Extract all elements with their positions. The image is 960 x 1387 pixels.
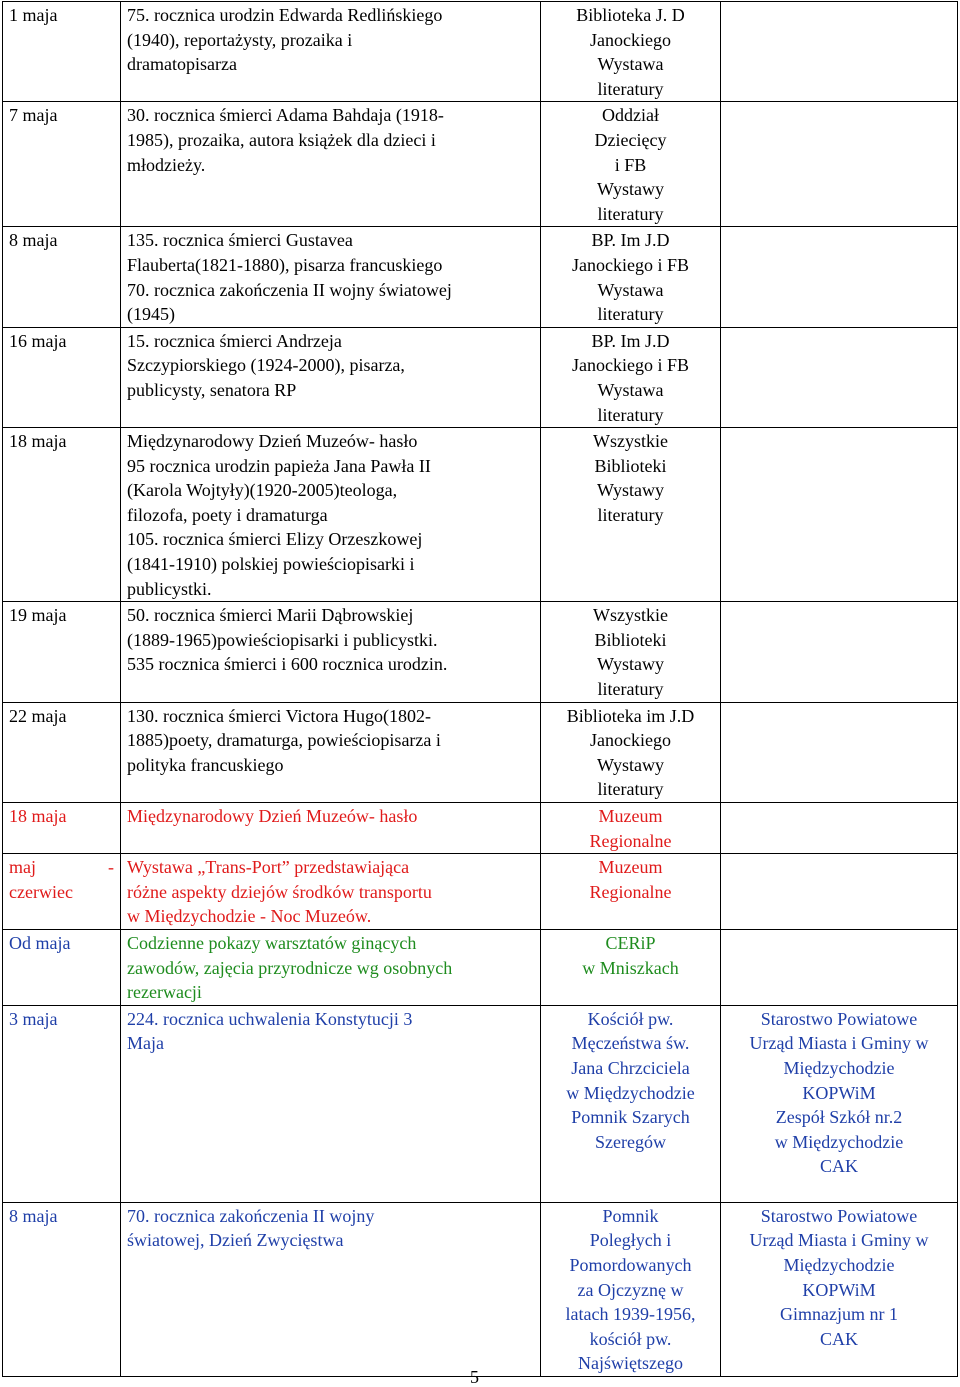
place-text: za Ojczyznę w bbox=[577, 1279, 684, 1300]
place-text: Wystawa bbox=[597, 279, 664, 300]
event-text: publicysty, senatora RP bbox=[127, 379, 297, 400]
table-row bbox=[3, 327, 958, 427]
event-text: dramatopisarza bbox=[127, 54, 237, 75]
place-text: Wystawy bbox=[597, 754, 664, 775]
event-text: 535 rocznica śmierci i 600 rocznica urodzin. bbox=[127, 654, 448, 675]
event-text: zawodów, zajęcia przyrodnicze wg osobnych bbox=[127, 957, 453, 978]
event-cell bbox=[121, 428, 541, 602]
date-text: czerwiec bbox=[9, 881, 73, 902]
event-text: 130. rocznica śmierci Victora Hugo(1802- bbox=[127, 705, 431, 726]
event-text: 135. rocznica śmierci Gustavea bbox=[127, 230, 353, 251]
organizer-text: CAK bbox=[819, 1328, 858, 1349]
table-row bbox=[3, 1005, 958, 1202]
organizer-cell bbox=[721, 428, 958, 602]
place-text: literatury bbox=[597, 504, 664, 525]
date-cell bbox=[3, 854, 121, 930]
place-cell bbox=[541, 1005, 721, 1202]
event-text: 75. rocznica urodzin Edwarda Redlińskiego bbox=[127, 5, 443, 25]
place-cell bbox=[541, 102, 721, 227]
place-text: Muzeum bbox=[598, 857, 663, 878]
place-text: Biblioteka J. D bbox=[576, 5, 685, 25]
organizer-text: KOPWiM bbox=[802, 1279, 876, 1300]
event-text: światowej, Dzień Zwycięstwa bbox=[127, 1230, 344, 1251]
place-text: Męczeństwa św. bbox=[571, 1033, 690, 1054]
place-text: Najświętszego bbox=[578, 1353, 683, 1374]
organizer-cell bbox=[721, 929, 958, 1005]
event-text: Wystawa „Trans-Port” przedstawiająca bbox=[127, 857, 410, 878]
table-row bbox=[3, 428, 958, 602]
event-text: (1940), reportażysty, prozaika i bbox=[127, 29, 353, 50]
event-text: 70. rocznica zakończenia II wojny bbox=[127, 1205, 375, 1226]
table-row bbox=[3, 854, 958, 930]
place-text: BP. Im J.D bbox=[591, 230, 670, 251]
place-text: Biblioteka im J.D bbox=[566, 705, 695, 726]
table-row bbox=[3, 227, 958, 327]
place-text: Regionalne bbox=[589, 830, 672, 851]
organizer-text: KOPWiM bbox=[802, 1082, 876, 1103]
event-cell bbox=[121, 602, 541, 702]
place-text: Wszystkie bbox=[593, 605, 668, 626]
place-text: literatury bbox=[597, 78, 664, 99]
organizer-cell bbox=[721, 327, 958, 427]
organizer-text: Urząd Miasta i Gminy w bbox=[749, 1230, 929, 1251]
place-cell bbox=[541, 428, 721, 602]
place-cell bbox=[541, 227, 721, 327]
page-number: 5 bbox=[470, 1367, 479, 1387]
event-text: 30. rocznica śmierci Adama Bahdaja (1918- bbox=[127, 105, 444, 126]
place-cell bbox=[541, 327, 721, 427]
date-text: 22 maja bbox=[9, 705, 67, 726]
event-text: Szczypiorskiego (1924-2000), pisarza, bbox=[127, 355, 405, 376]
date-text: Od maja bbox=[9, 932, 71, 953]
date-cell bbox=[3, 1005, 121, 1202]
event-text: w Międzychodzie - Noc Muzeów. bbox=[127, 906, 372, 927]
event-cell bbox=[121, 102, 541, 227]
date-cell bbox=[3, 327, 121, 427]
table-row bbox=[3, 602, 958, 702]
organizer-text: CAK bbox=[819, 1156, 858, 1177]
date-cell bbox=[3, 702, 121, 802]
date-text: 18 maja bbox=[9, 806, 67, 826]
event-text: 15. rocznica śmierci Andrzeja bbox=[127, 330, 342, 351]
event-text: Maja bbox=[127, 1033, 164, 1054]
event-cell bbox=[121, 929, 541, 1005]
date-cell bbox=[3, 227, 121, 327]
place-text: literatury bbox=[597, 679, 664, 700]
place-text: Wystawy bbox=[597, 654, 664, 675]
place-text: kościół pw. bbox=[589, 1328, 672, 1349]
date-text: 3 maja bbox=[9, 1008, 58, 1029]
organizer-cell bbox=[721, 227, 958, 327]
date-text: 19 maja bbox=[9, 605, 67, 626]
place-text: Wystawa bbox=[597, 379, 664, 400]
date-cell bbox=[3, 929, 121, 1005]
event-text: 50. rocznica śmierci Marii Dąbrowskiej bbox=[127, 605, 414, 626]
event-text: polityka francuskiego bbox=[127, 754, 284, 775]
place-text: literatury bbox=[597, 304, 664, 325]
event-text: 105. rocznica śmierci Elizy Orzeszkowej bbox=[127, 529, 423, 550]
organizer-text: Zespół Szkół nr.2 bbox=[775, 1107, 903, 1128]
place-cell bbox=[541, 602, 721, 702]
event-text: młodzieży. bbox=[127, 154, 206, 175]
place-cell bbox=[541, 2, 721, 102]
place-text: Biblioteki bbox=[594, 455, 667, 476]
event-text: (1945) bbox=[127, 304, 175, 325]
table-row bbox=[3, 102, 958, 227]
place-text: Pomnik Szarych bbox=[571, 1107, 690, 1128]
place-text: w Mniszkach bbox=[582, 957, 679, 978]
table-row bbox=[3, 1202, 958, 1376]
place-text: Janockiego i FB bbox=[572, 355, 689, 376]
place-cell bbox=[541, 803, 721, 854]
event-cell bbox=[121, 1202, 541, 1376]
place-text: CERiP bbox=[605, 932, 656, 953]
date-text: 7 maja bbox=[9, 105, 58, 126]
date-text: 1 maja bbox=[9, 5, 58, 25]
date-cell bbox=[3, 102, 121, 227]
place-text: w Międzychodzie bbox=[566, 1082, 695, 1103]
event-text: (1889-1965)powieściopisarki i publicystki. bbox=[127, 629, 438, 650]
date-cell bbox=[3, 1202, 121, 1376]
place-text: BP. Im J.D bbox=[591, 330, 670, 351]
organizer-text: Międzychodzie bbox=[783, 1057, 895, 1078]
organizer-text: Urząd Miasta i Gminy w bbox=[749, 1033, 929, 1054]
place-text: Janockiego i FB bbox=[572, 254, 689, 275]
place-text: Oddział bbox=[602, 105, 659, 126]
event-text: 224. rocznica uchwalenia Konstytucji 3 bbox=[127, 1008, 413, 1029]
date-text: 8 maja bbox=[9, 230, 58, 251]
event-cell bbox=[121, 702, 541, 802]
event-text: (1841-1910) polskiej powieściopisarki i bbox=[127, 554, 415, 575]
event-text: publicystki. bbox=[127, 578, 212, 599]
event-text: filozofa, poety i dramaturga bbox=[127, 504, 328, 525]
organizer-cell bbox=[721, 803, 958, 854]
place-text: Janockiego bbox=[590, 730, 671, 751]
date-text: 18 maja bbox=[9, 431, 67, 452]
place-text: literatury bbox=[597, 779, 664, 800]
place-cell bbox=[541, 1202, 721, 1376]
event-text: Flauberta(1821-1880), pisarza francuskiego bbox=[127, 254, 443, 275]
place-text: Dziecięcy bbox=[594, 129, 667, 150]
place-cell bbox=[541, 854, 721, 930]
place-text: Wystawa bbox=[597, 54, 664, 75]
event-text: Codzienne pokazy warsztatów ginących bbox=[127, 932, 417, 953]
organizer-cell bbox=[721, 2, 958, 102]
date-cell bbox=[3, 428, 121, 602]
event-text: rezerwacji bbox=[127, 982, 202, 1003]
organizer-cell bbox=[721, 102, 958, 227]
organizer-cell bbox=[721, 854, 958, 930]
event-text: Międzynarodowy Dzień Muzeów- hasło bbox=[127, 806, 418, 826]
place-text: Janockiego bbox=[590, 29, 671, 50]
event-cell bbox=[121, 1005, 541, 1202]
date-text: 8 maja bbox=[9, 1205, 58, 1226]
organizer-cell bbox=[721, 1005, 958, 1202]
organizer-text: w Międzychodzie bbox=[774, 1131, 904, 1152]
event-cell bbox=[121, 803, 541, 854]
organizer-text: Międzychodzie bbox=[783, 1254, 895, 1275]
date-cell bbox=[3, 602, 121, 702]
date-text: 16 maja bbox=[9, 330, 67, 351]
event-text: różne aspekty dziejów środków transportu bbox=[127, 881, 432, 902]
place-text: Pomordowanych bbox=[569, 1254, 692, 1275]
place-text: Kościół pw. bbox=[587, 1008, 674, 1029]
place-text: literatury bbox=[597, 404, 664, 425]
place-text: Regionalne bbox=[589, 881, 672, 902]
event-cell bbox=[121, 327, 541, 427]
place-text: Poległych i bbox=[589, 1230, 672, 1251]
date-cell bbox=[3, 2, 121, 102]
date-text: maj - bbox=[9, 857, 114, 878]
organizer-text: Starostwo Powiatowe bbox=[760, 1008, 918, 1029]
organizer-cell bbox=[721, 602, 958, 702]
event-text: (Karola Wojtyły)(1920-2005)teologa, bbox=[127, 480, 398, 501]
organizer-text: Gimnazjum nr 1 bbox=[780, 1304, 898, 1325]
place-text: Wystawy bbox=[597, 179, 664, 200]
place-text: latach 1939-1956, bbox=[565, 1304, 696, 1325]
place-text: Muzeum bbox=[598, 806, 663, 826]
events-table bbox=[2, 1, 958, 1377]
place-text: Biblioteki bbox=[594, 629, 667, 650]
event-text: Międzynarodowy Dzień Muzeów- hasło bbox=[127, 431, 418, 452]
place-text: Pomnik bbox=[602, 1205, 659, 1226]
place-text: Szeregów bbox=[595, 1131, 666, 1152]
event-text: 1885)poety, dramaturga, powieściopisarza i bbox=[127, 730, 441, 751]
place-cell bbox=[541, 929, 721, 1005]
date-cell bbox=[3, 803, 121, 854]
place-text: Wystawy bbox=[597, 480, 664, 501]
place-text: Wszystkie bbox=[593, 431, 668, 452]
event-cell bbox=[121, 227, 541, 327]
organizer-cell bbox=[721, 1202, 958, 1376]
table-row bbox=[3, 2, 958, 102]
place-cell bbox=[541, 702, 721, 802]
organizer-cell bbox=[721, 702, 958, 802]
event-text: 95 rocznica urodzin papieża Jana Pawła II bbox=[127, 455, 431, 476]
place-text: i FB bbox=[614, 154, 647, 175]
place-text: Jana Chrzciciela bbox=[571, 1057, 690, 1078]
event-cell bbox=[121, 2, 541, 102]
table-row bbox=[3, 702, 958, 802]
event-cell bbox=[121, 854, 541, 930]
table-row bbox=[3, 929, 958, 1005]
organizer-text: Starostwo Powiatowe bbox=[760, 1205, 918, 1226]
event-text: 70. rocznica zakończenia II wojny światowej bbox=[127, 279, 452, 300]
place-text: literatury bbox=[597, 203, 664, 224]
event-text: 1985), prozaika, autora książek dla dzieci i bbox=[127, 129, 436, 150]
table-row bbox=[3, 803, 958, 854]
